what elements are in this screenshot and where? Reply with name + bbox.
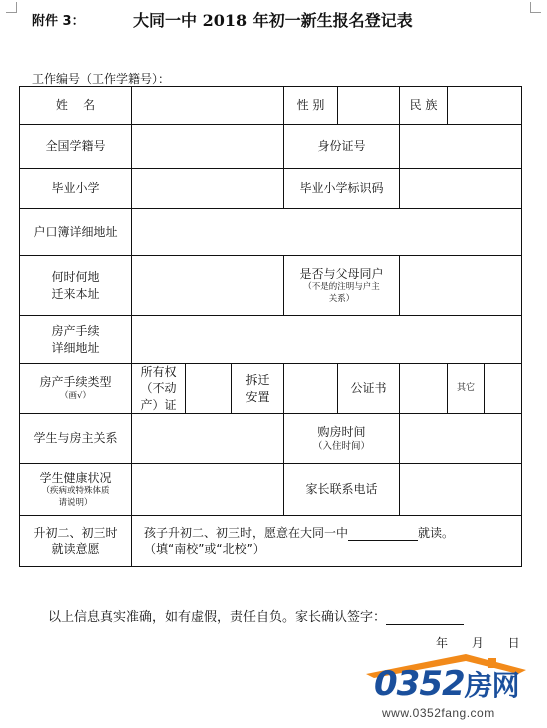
- other-checkbox[interactable]: [485, 364, 521, 413]
- name-field[interactable]: [132, 87, 284, 125]
- other-cell: [448, 364, 522, 414]
- relocation-line1: 拆迁: [245, 373, 270, 388]
- intent-field: [132, 516, 522, 567]
- work-number-label: 工作编号（工作学籍号）：: [32, 72, 171, 86]
- health-label: [20, 464, 132, 516]
- health-field[interactable]: [132, 464, 284, 516]
- purchase-time-note: （入住时间）: [313, 440, 371, 452]
- property-type-text: 房产手续类型: [39, 375, 112, 390]
- hukou-address-label: 户口簿详细地址: [20, 209, 132, 256]
- ownership-cert-line3: 产）证: [140, 397, 177, 412]
- crop-mark-left: [6, 2, 17, 13]
- purchase-time-label: [284, 414, 400, 464]
- property-address-line2: 详细地址: [51, 340, 100, 355]
- ownership-cert-line2: （不动: [140, 381, 177, 396]
- page-title: 大同一中 2018 年初一新生报名登记表: [133, 11, 413, 30]
- site-logo: [348, 652, 538, 726]
- moved-in-label: [20, 256, 132, 316]
- table-row: [20, 364, 522, 414]
- ethnicity-label: 民 族: [400, 87, 448, 125]
- table-row: [20, 209, 522, 256]
- ownership-cert-line1: 所有权: [140, 365, 177, 380]
- logo-brand: 房网: [464, 669, 519, 702]
- registration-form-table: [19, 86, 522, 567]
- national-student-id-label: 全国学籍号: [20, 125, 132, 169]
- logo-wordmark: [374, 664, 519, 704]
- intent-text-pre: 孩子升初二、初三时，愿意在大同一中: [144, 525, 349, 540]
- same-household-text: 是否与父母同户: [299, 266, 384, 281]
- id-card-field[interactable]: [400, 125, 522, 169]
- date-labels: 年 月 日: [436, 636, 520, 650]
- ownership-cert-checkbox[interactable]: [186, 364, 232, 414]
- notarial-checkbox[interactable]: [400, 364, 448, 414]
- logo-url: www.0352fang.com: [382, 706, 495, 720]
- hukou-address-field[interactable]: [132, 209, 522, 256]
- same-household-note-line1: （不是的注明与户主: [303, 281, 380, 292]
- national-student-id-field[interactable]: [132, 125, 284, 169]
- relocation-checkbox[interactable]: [284, 364, 338, 414]
- name-label: 姓 名: [20, 87, 132, 125]
- same-household-note-line2: 关系）: [328, 293, 355, 304]
- student-owner-relation-label: 学生与房主关系: [20, 414, 132, 464]
- crop-mark-right: [530, 2, 541, 13]
- same-household-field[interactable]: [400, 256, 522, 316]
- primary-school-label: 毕业小学: [20, 169, 132, 209]
- table-row: [20, 316, 522, 364]
- moved-in-label-line1: 何时何地: [51, 270, 100, 285]
- intent-label-line2: 就读意愿: [51, 542, 100, 556]
- work-number-row: [32, 70, 294, 87]
- relocation-label: [232, 364, 284, 414]
- health-note-line2: 请说明）: [58, 497, 93, 508]
- intent-school-blank[interactable]: [348, 530, 418, 541]
- declaration-text: 以上信息真实准确，如有虚假，责任自负。家长确认签字：: [48, 610, 387, 625]
- intent-label-line1: 升初二、初三时: [33, 525, 118, 540]
- primary-school-field[interactable]: [132, 169, 284, 209]
- table-row: [20, 516, 522, 567]
- logo-number: 0352: [374, 664, 465, 704]
- table-row: [20, 256, 522, 316]
- parent-phone-label: 家长联系电话: [284, 464, 400, 516]
- purchase-time-field[interactable]: [400, 414, 522, 464]
- gender-field[interactable]: [338, 87, 400, 125]
- notarial-label: 公证书: [338, 364, 400, 414]
- ownership-cert-label: [132, 364, 186, 414]
- intent-label: [20, 516, 132, 567]
- health-text: 学生健康状况: [39, 470, 112, 485]
- student-owner-relation-field[interactable]: [132, 414, 284, 464]
- moved-in-field[interactable]: [132, 256, 284, 316]
- relocation-line2: 安置: [245, 389, 270, 404]
- attachment-label: 附件 3：: [32, 14, 85, 29]
- id-card-label: 身份证号: [284, 125, 400, 169]
- property-type-note: （画√）: [60, 390, 91, 401]
- table-row: [20, 125, 522, 169]
- moved-in-label-line2: 迁来本址: [51, 286, 100, 301]
- other-label: 其它: [448, 364, 485, 413]
- same-household-label: [284, 256, 400, 316]
- parent-signature-blank[interactable]: [386, 610, 464, 625]
- table-row: [20, 464, 522, 516]
- property-type-label: [20, 364, 132, 414]
- parent-phone-field[interactable]: [400, 464, 522, 516]
- property-address-field[interactable]: [132, 316, 522, 364]
- ethnicity-field[interactable]: [448, 87, 522, 125]
- health-note-line1: （疾病或特殊体质: [41, 485, 110, 496]
- gender-label: 性 别: [284, 87, 338, 125]
- primary-school-code-label: 毕业小学标识码: [284, 169, 400, 209]
- property-address-label: [20, 316, 132, 364]
- property-address-line1: 房产手续: [51, 324, 100, 339]
- table-row: [20, 169, 522, 209]
- declaration-row: [48, 606, 464, 625]
- intent-hint: （填“南校”或“北校”）: [144, 542, 265, 556]
- table-row: [20, 87, 522, 125]
- intent-text-post: 就读。: [418, 525, 455, 540]
- primary-school-code-field[interactable]: [400, 169, 522, 209]
- table-row: [20, 414, 522, 464]
- purchase-time-text: 购房时间: [317, 424, 366, 439]
